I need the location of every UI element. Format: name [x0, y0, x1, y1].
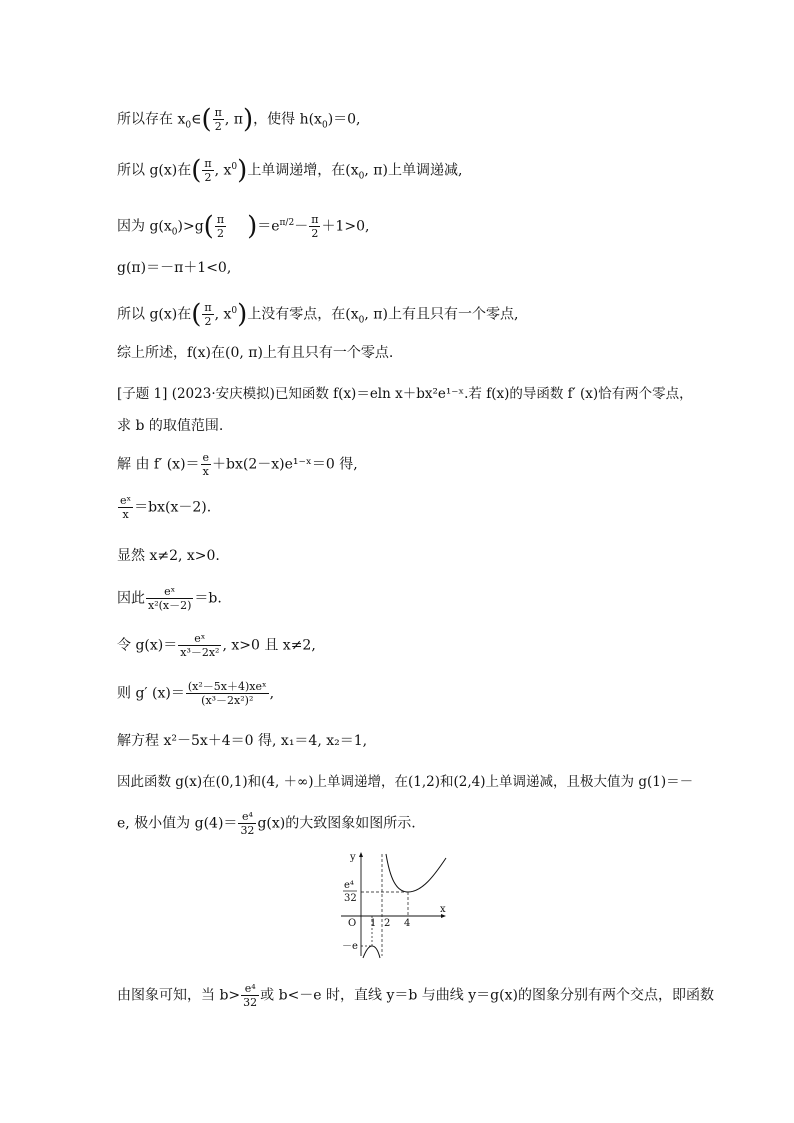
line-15: 解方程 x²－5x＋4＝0 得, x₁＝4, x₂＝1,	[117, 733, 368, 749]
denominator: 2	[204, 171, 212, 184]
text: －	[294, 218, 309, 235]
text: 上单调递增，在(x	[247, 162, 359, 179]
text: )>g	[177, 218, 204, 235]
paren-open: (	[203, 211, 214, 242]
text: 所以 g(x)在	[117, 162, 192, 179]
y-axis-label: y	[350, 852, 356, 863]
text: 令 g(x)＝	[117, 637, 178, 654]
text: ＝bx(x－2).	[134, 499, 212, 516]
text: 所以存在 x	[117, 111, 186, 128]
denominator: x	[202, 465, 209, 478]
line-7: [子题 1] (2023·安庆模拟)已知函数 f(x)＝eln x＋bx²e¹⁻ˣ.若 f(x)的导函数 f′ (x)恰有两个零点，	[117, 386, 693, 402]
numerator: π	[311, 213, 319, 226]
numerator: π	[214, 106, 222, 119]
curve-left-branch	[363, 946, 380, 958]
text: 上没有零点，在(x	[247, 306, 359, 323]
paren-open: (	[201, 104, 212, 135]
tick-1: 1	[370, 918, 377, 929]
text: )＝0,	[327, 111, 361, 128]
text: ，使得 h(x	[253, 111, 322, 128]
text: ＋1>0,	[321, 218, 370, 235]
line-13	[117, 632, 316, 659]
superscript: 0	[231, 161, 238, 172]
line-3	[117, 213, 369, 241]
text: ∈	[191, 111, 202, 128]
subscript: 0	[171, 227, 178, 238]
fraction-pi-2	[309, 213, 320, 240]
text: g(x)的大致图象如图所示.	[257, 815, 416, 832]
text: 解 由 f′ (x)＝	[117, 456, 200, 473]
subscript: 0	[321, 120, 328, 131]
e4-denominator: 32	[344, 893, 357, 904]
denominator: 2	[216, 227, 224, 240]
fraction-pi-2	[213, 106, 224, 133]
line-12	[117, 585, 222, 612]
numerator: e	[202, 451, 210, 464]
denominator: 2	[214, 120, 222, 133]
line-9	[117, 451, 358, 478]
denominator: 2	[311, 227, 319, 240]
subscript: 0	[358, 315, 365, 326]
tick-4: 4	[404, 918, 411, 929]
x-axis-label: x	[440, 904, 446, 915]
line-14	[117, 680, 274, 707]
numerator: eˣ	[178, 632, 221, 646]
paren-open: (	[191, 155, 202, 186]
text: 因为 g(x	[117, 218, 172, 235]
paren-close: )	[247, 211, 258, 242]
fraction	[186, 680, 269, 707]
fraction-pi-2	[215, 213, 226, 240]
fraction-pi-2	[202, 301, 213, 328]
neg-e-label: －e	[342, 941, 358, 952]
denominator: (x³－2x²)²	[201, 694, 254, 707]
line-2	[117, 157, 462, 185]
fraction	[201, 451, 212, 478]
line-17	[117, 810, 416, 837]
denominator: x²(x－2)	[148, 599, 192, 612]
numerator: π	[216, 213, 225, 226]
denominator: 2	[204, 315, 212, 328]
text: ,	[269, 685, 275, 702]
e4-numerator: e⁴	[344, 880, 354, 891]
line-10	[117, 494, 211, 521]
text: 所以 g(x)在	[117, 306, 192, 323]
line-18	[117, 982, 714, 1009]
line-5	[117, 301, 518, 329]
denominator: x³－2x²	[180, 646, 220, 659]
subscript: 0	[358, 171, 365, 182]
numerator: e⁴	[241, 982, 259, 996]
line-6: 综上所述，f(x)在(0, π)上有且只有一个零点.	[117, 345, 394, 361]
superscript: π/2	[279, 217, 295, 228]
line-16: 因此函数 g(x)在(0,1)和(4, ＋∞)上单调递增，在(1,2)和(2,4)上单调递减，且极大值为 g(1)＝－	[117, 774, 694, 790]
subscript: 0	[185, 120, 192, 131]
denominator: x	[122, 508, 129, 521]
text: , π)上单调递减,	[364, 162, 463, 179]
origin-label: O	[348, 918, 357, 929]
line-11: 显然 x≠2, x>0.	[117, 548, 220, 564]
curve-right-branch	[386, 854, 446, 892]
line-8: 求 b 的取值范围.	[117, 418, 224, 434]
fraction	[241, 982, 259, 1009]
line-4: g(π)＝－π＋1<0,	[117, 260, 232, 276]
text: , x	[214, 306, 232, 323]
fraction-pi-2	[202, 157, 213, 184]
fraction	[178, 632, 221, 659]
fraction	[118, 494, 133, 521]
text: 由图象可知，当 b>	[117, 987, 241, 1004]
text: 则 g′ (x)＝	[117, 685, 185, 702]
y-axis-arrow-icon	[359, 852, 363, 857]
text: , x>0 且 x≠2,	[222, 637, 316, 654]
text: 因此	[117, 590, 145, 607]
text: , x	[214, 162, 232, 179]
numerator: eˣ	[146, 585, 193, 599]
text: , π	[224, 111, 243, 128]
text: e, 极小值为 g(4)＝	[117, 815, 238, 832]
denominator: 32	[240, 824, 255, 837]
paren-close: )	[242, 104, 254, 135]
tick-2: 2	[384, 918, 391, 929]
paren-open: (	[191, 299, 202, 330]
numerator: e⁴	[238, 810, 256, 824]
function-graph	[336, 850, 451, 960]
superscript: 0	[231, 305, 238, 316]
numerator: (x²－5x＋4)xeˣ	[187, 680, 267, 693]
line-1	[117, 106, 361, 134]
numerator: eˣ	[120, 494, 132, 507]
paren-close: )	[237, 299, 248, 330]
text: ＝e	[257, 218, 280, 235]
text: , π)上有且只有一个零点,	[364, 306, 519, 323]
text: ＝b.	[194, 590, 222, 607]
numerator: π	[204, 157, 212, 170]
text: 或 b<－e 时，直线 y＝b 与曲线 y＝g(x)的图象分别有两个交点，即函数	[260, 987, 714, 1004]
numerator: π	[204, 301, 212, 314]
paren-close: )	[237, 155, 248, 186]
fraction	[238, 810, 256, 837]
text: ＋bx(2－x)e¹⁻ˣ＝0 得,	[212, 456, 358, 473]
fraction	[146, 585, 193, 612]
denominator: 32	[243, 996, 258, 1009]
